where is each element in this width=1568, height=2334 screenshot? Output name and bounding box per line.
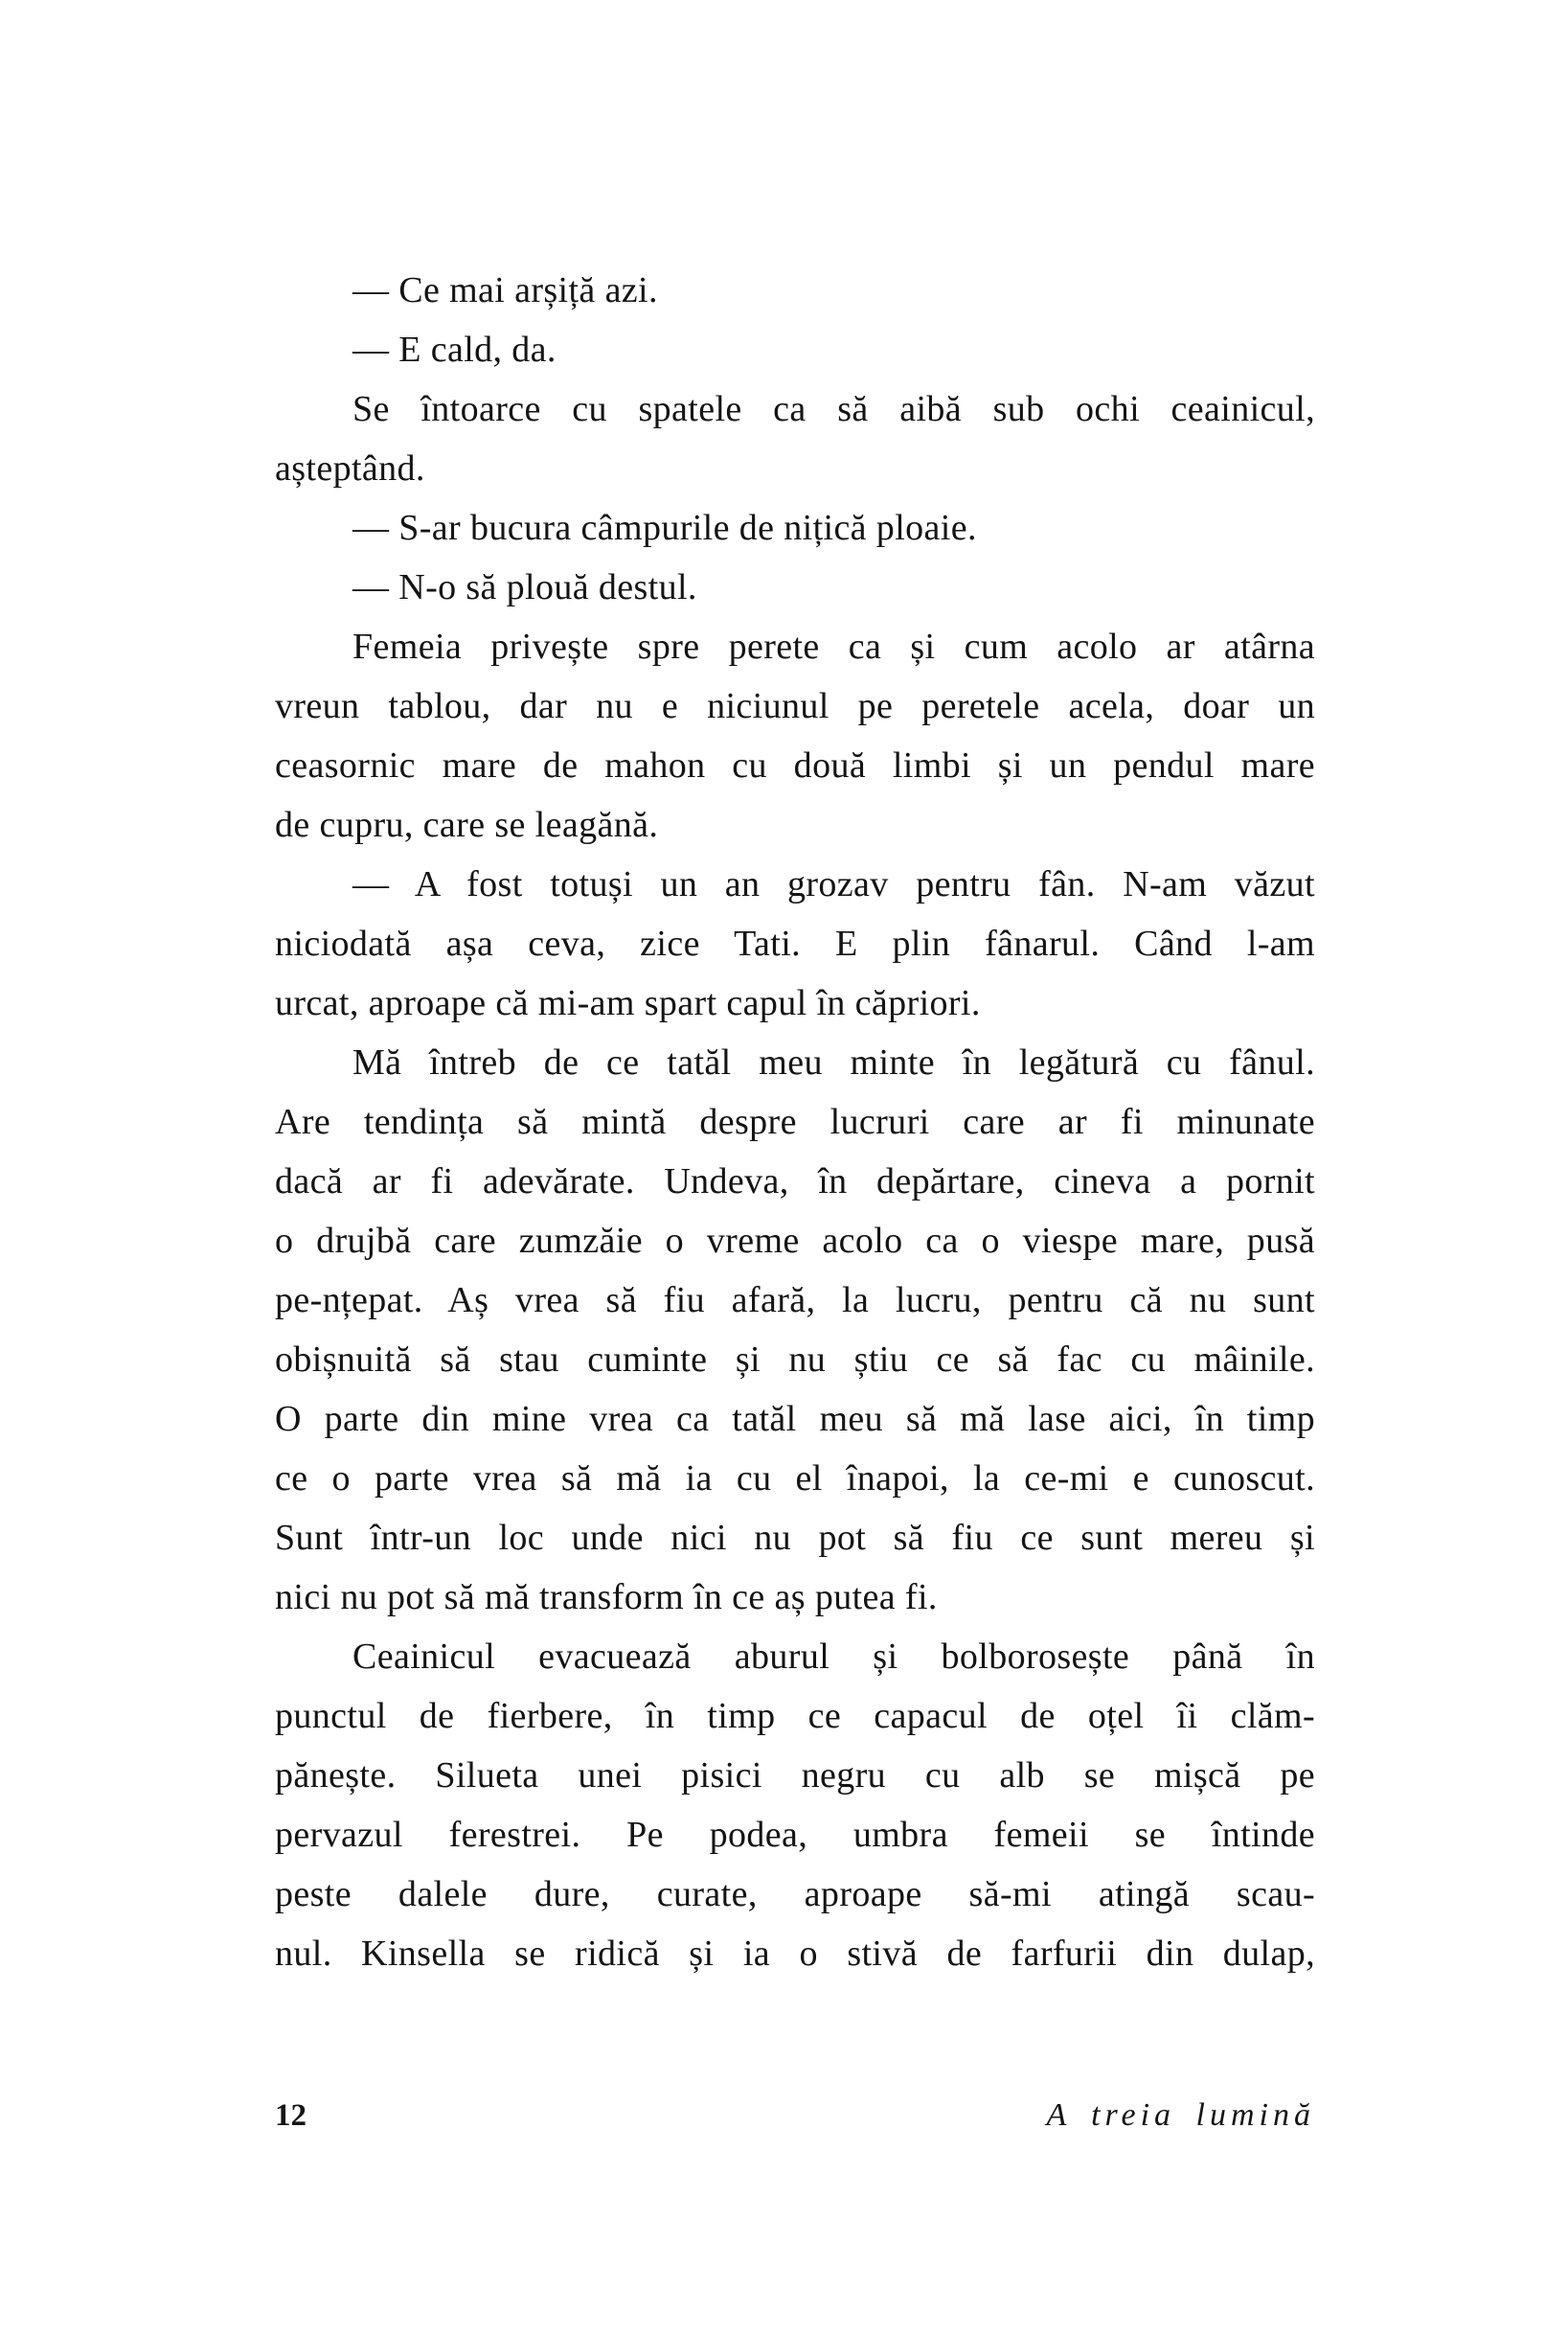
text-line: pe-nțepat. Aș vrea să fiu afară, la lucru, pentru că nu sunt <box>275 1280 1315 1320</box>
text-line: Are tendința să mintă despre lucruri care ar fi minunate <box>275 1102 1315 1142</box>
text-line: ce o parte vrea să mă ia cu el înapoi, la ce-mi e cunoscut. <box>275 1458 1315 1499</box>
text-line: ceasornic mare de mahon cu două limbi și un pendul mare <box>275 745 1315 786</box>
text-line: Femeia privește spre perete ca și cum acolo ar atârna <box>352 627 1315 667</box>
text-line: Se întoarce cu spatele ca să aibă sub ochi ceainicul, <box>352 389 1315 429</box>
text-line: — S-ar bucura câmpurile de nițică ploaie. <box>352 508 977 548</box>
text-line: niciodată așa ceva, zice Tati. E plin fânarul. Când l-am <box>275 924 1315 964</box>
text-line: — N-o să plouă destul. <box>352 567 697 607</box>
text-line: pervazul ferestrei. Pe podea, umbra femeii se întinde <box>275 1815 1315 1855</box>
text-line: vreun tablou, dar nu e niciunul pe peretele acela, doar un <box>275 686 1315 726</box>
text-line: — A fost totuși un an grozav pentru fân. N-am văzut <box>352 864 1315 904</box>
running-title: A treia lumină <box>1046 2097 1315 2133</box>
text-line: de cupru, care se leagănă. <box>275 805 659 845</box>
text-line: O parte din mine vrea ca tatăl meu să mă lase aici, în timp <box>275 1399 1315 1439</box>
text-line: nici nu pot să mă transform în ce aș putea fi. <box>275 1577 938 1617</box>
text-line: pănește. Silueta unei pisici negru cu alb se mișcă pe <box>275 1755 1315 1796</box>
text-line: punctul de fierbere, în timp ce capacul de oțel îi clăm- <box>275 1696 1315 1736</box>
text-line: — E cald, da. <box>352 330 557 370</box>
text-line: Ceainicul evacuează aburul și bolborosește până în <box>352 1636 1315 1677</box>
text-line: Mă întreb de ce tatăl meu minte în legătură cu fânul. <box>352 1042 1315 1083</box>
text-line: dacă ar fi adevărate. Undeva, în depărtare, cineva a pornit <box>275 1161 1315 1201</box>
body-text <box>275 261 1315 1983</box>
text-line: așteptând. <box>275 448 425 489</box>
text-line: — Ce mai arșiță azi. <box>352 270 658 310</box>
text-line: peste dalele dure, curate, aproape să-mi atingă scau- <box>275 1874 1315 1914</box>
text-line: urcat, aproape că mi-am spart capul în căpriori. <box>275 983 981 1023</box>
text-line: Sunt într-un loc unde nici nu pot să fiu ce sunt mereu și <box>275 1518 1315 1558</box>
page-footer <box>275 2094 1315 2137</box>
page-number: 12 <box>275 2098 307 2133</box>
text-line: o drujbă care zumzăie o vreme acolo ca o viespe mare, pusă <box>275 1221 1315 1261</box>
text-line: obișnuită să stau cuminte și nu știu ce să fac cu mâinile. <box>275 1339 1315 1380</box>
text-line: nul. Kinsella se ridică și ia o stivă de farfurii din dulap, <box>275 1934 1315 1974</box>
